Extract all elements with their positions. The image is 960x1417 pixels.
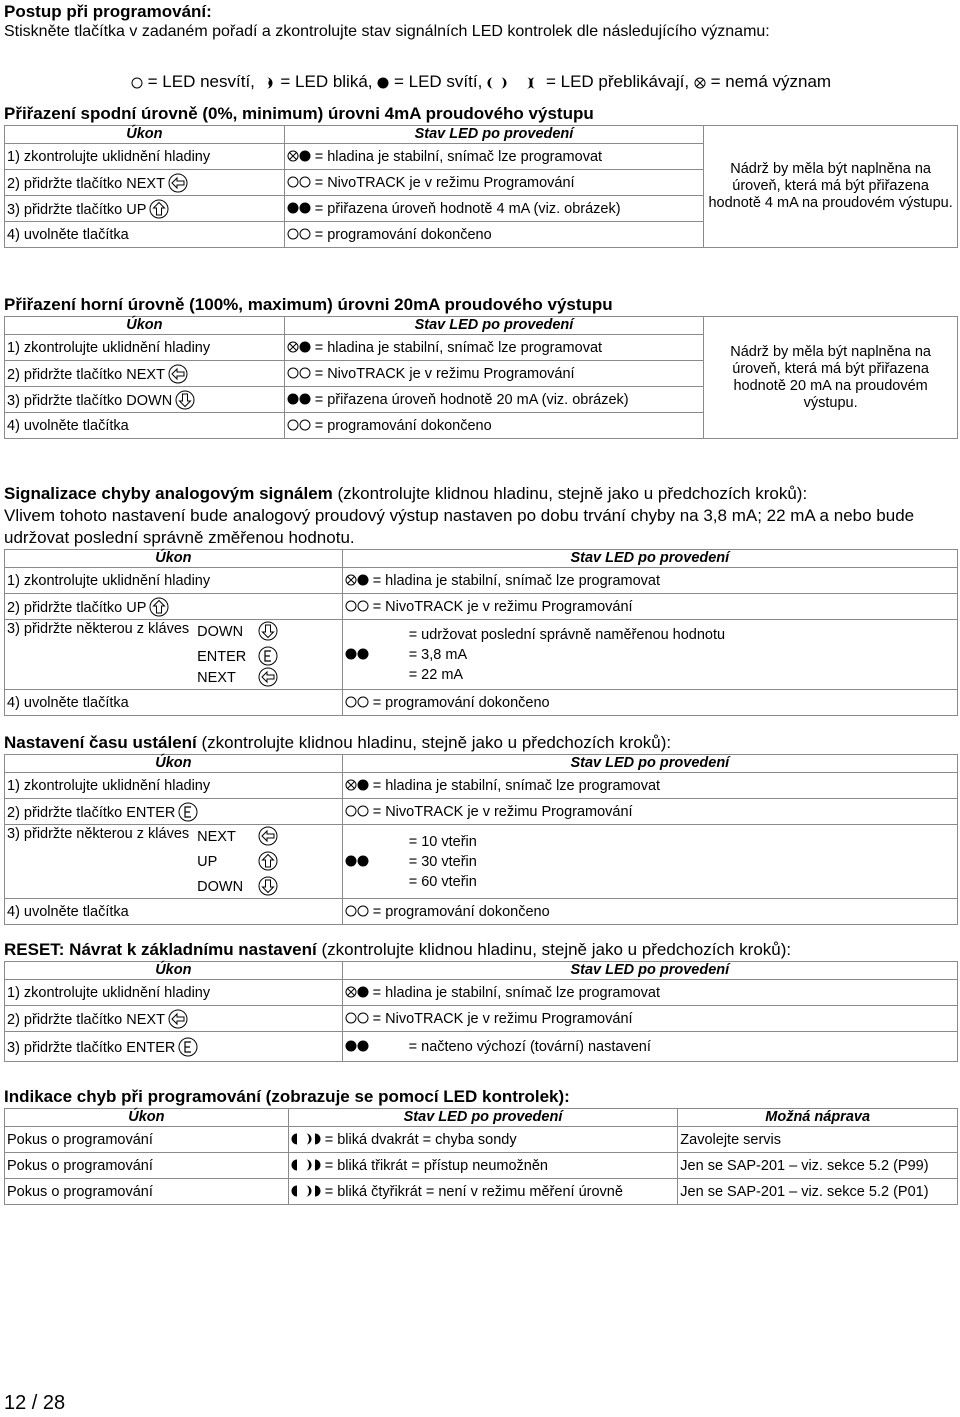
table-row-action: 4) uvolněte tlačítka xyxy=(5,413,285,439)
table-row-fix: Zavolejte servis xyxy=(678,1127,958,1153)
led-irrelevant-icon xyxy=(287,150,299,162)
led-irrelevant-icon xyxy=(694,77,706,89)
table-row-state: = bliká dvakrát = chyba sondy xyxy=(288,1127,678,1153)
col-action: Úkon xyxy=(5,317,285,335)
led-off-icon xyxy=(287,176,299,188)
led-off-icon xyxy=(287,228,299,240)
led-off-icon xyxy=(357,1012,369,1024)
led-irrelevant-icon xyxy=(345,574,357,586)
table-row-action: 3) přidržte některou z kláves DOWN ENTER NEXT xyxy=(5,620,343,690)
next-button-icon xyxy=(168,364,188,384)
table-row-action: 1) zkontrolujte uklidnění hladiny xyxy=(5,773,343,799)
section1-title: Přiřazení spodní úrovně (0%, minimum) úrovni 4mA proudového výstupu xyxy=(4,104,594,123)
led-legend xyxy=(4,71,958,93)
led-on-icon xyxy=(299,341,311,353)
table-row-action: 3) přidržte tlačítko ENTER xyxy=(5,1032,343,1062)
led-alternate-icon xyxy=(309,1133,321,1145)
legend-blink-label: = LED bliká, xyxy=(280,72,373,91)
table-row-state: = přiřazena úroveň hodnotě 4 mA (viz. obrázek) xyxy=(284,196,704,222)
led-on-icon xyxy=(357,779,369,791)
col-state: Stav LED po provedení xyxy=(284,126,704,144)
table-row-state: = načteno výchozí (tovární) nastavení xyxy=(342,1032,957,1062)
section4-title: Nastavení času ustálení (zkontrolujte klidnou hladinu, stejně jako u předchozích kroků): xyxy=(4,733,672,752)
led-on-icon xyxy=(377,77,389,89)
led-off-icon xyxy=(345,1012,357,1024)
section2-table xyxy=(4,316,958,439)
led-off-icon xyxy=(357,805,369,817)
table-row-state: = NivoTRACK je v režimu Programování xyxy=(342,799,957,825)
section3-title: Signalizace chyby analogovým signálem (zkontrolujte klidnou hladinu, stejně jako u předchozích kroků): xyxy=(4,484,808,503)
key-next-label: NEXT xyxy=(197,829,236,845)
table-row-state: = NivoTRACK je v režimu Programování xyxy=(284,361,704,387)
led-on-icon xyxy=(299,393,311,405)
table-row-action: 2) přidržte tlačítko NEXT xyxy=(5,1006,343,1032)
table-row-state: = programování dokončeno xyxy=(342,690,957,716)
enter-button-icon xyxy=(258,646,278,666)
led-off-icon xyxy=(345,905,357,917)
next-button-icon xyxy=(168,1009,188,1029)
table-row-state: = udržovat poslední správně naměřenou hodnotu = 3,8 mA = 22 mA xyxy=(342,620,957,690)
up-button-icon xyxy=(258,851,278,871)
table-row-action: 2) přidržte tlačítko NEXT xyxy=(5,361,285,387)
section3-text: Vlivem tohoto nastavení bude analogový proudový výstup nastaven po dobu trvání chyby na 3,8 mA; 22 mA a nebo bude udržovat poslední správně změřenou hodnotu. xyxy=(4,506,915,547)
section2-note: Nádrž by měla být naplněna na úroveň, která má být přiřazena hodnotě 20 mA na proudovém výstupu. xyxy=(704,317,958,439)
key-down-label: DOWN xyxy=(197,879,244,895)
led-off-icon xyxy=(131,77,143,89)
led-on-icon xyxy=(345,1040,357,1052)
enter-button-icon xyxy=(178,802,198,822)
legend-irrelevant-label: = nemá význam xyxy=(710,72,832,91)
down-button-icon xyxy=(175,390,195,410)
led-off-icon xyxy=(357,696,369,708)
next-button-icon xyxy=(168,173,188,193)
table-row-state: = hladina je stabilní, snímač lze programovat xyxy=(342,773,957,799)
page-number: 12 / 28 xyxy=(4,1392,66,1414)
led-off-icon xyxy=(287,367,299,379)
up-button-icon xyxy=(149,199,169,219)
down-button-icon xyxy=(258,876,278,896)
table-row-action: 3) přidržte některou z kláves NEXT UP DOWN xyxy=(5,825,343,899)
led-on-icon xyxy=(345,855,357,867)
table-row-state: = hladina je stabilní, snímač lze programovat xyxy=(342,980,957,1006)
led-alternate-icon xyxy=(309,1185,321,1197)
led-on-icon xyxy=(287,202,299,214)
key-next-label: NEXT xyxy=(197,670,236,686)
col-action: Úkon xyxy=(5,755,343,773)
table-row-action: 3) přidržte tlačítko UP xyxy=(5,196,285,222)
legend-alternate-label: = LED přeblikávají, xyxy=(545,72,690,91)
col-action: Úkon xyxy=(5,550,343,568)
down-button-icon xyxy=(258,621,278,641)
led-irrelevant-icon xyxy=(287,341,299,353)
section5-title: RESET: Návrat k základnímu nastavení (zkontrolujte klidnou hladinu, stejně jako u předchozích kroků): xyxy=(4,940,792,959)
col-state: Stav LED po provedení xyxy=(342,755,957,773)
led-on-icon xyxy=(287,393,299,405)
col-action: Úkon xyxy=(5,962,343,980)
table-row-action: 3) přidržte tlačítko DOWN xyxy=(5,387,285,413)
table-row-state: = bliká čtyřikrát = není v režimu měření úrovně xyxy=(288,1179,678,1205)
led-irrelevant-icon xyxy=(345,779,357,791)
table-row-state: = hladina je stabilní, snímač lze programovat xyxy=(284,335,704,361)
led-off-icon xyxy=(357,905,369,917)
section1-table xyxy=(4,125,958,248)
intro-heading: Postup při programování: xyxy=(4,2,212,21)
col-state: Stav LED po provedení xyxy=(342,962,957,980)
section4-table xyxy=(4,754,958,925)
col-state: Stav LED po provedení xyxy=(288,1109,678,1127)
table-row-action: Pokus o programování xyxy=(5,1127,289,1153)
table-row-action: 1) zkontrolujte uklidnění hladiny xyxy=(5,568,343,594)
led-off-icon xyxy=(287,419,299,431)
document-page xyxy=(4,0,958,1205)
col-fix: Možná náprava xyxy=(678,1109,958,1127)
legend-off-label: = LED nesvítí, xyxy=(147,72,255,91)
table-row-action: 1) zkontrolujte uklidnění hladiny xyxy=(5,144,285,170)
led-on-icon xyxy=(357,855,369,867)
led-off-icon xyxy=(299,228,311,240)
table-row-action: 1) zkontrolujte uklidnění hladiny xyxy=(5,335,285,361)
led-off-icon xyxy=(345,805,357,817)
table-row-action: Pokus o programování xyxy=(5,1179,289,1205)
table-row-action: 2) přidržte tlačítko NEXT xyxy=(5,170,285,196)
table-row-state: = NivoTRACK je v režimu Programování xyxy=(342,594,957,620)
table-row-action: 2) přidržte tlačítko UP xyxy=(5,594,343,620)
table-row-state: = 10 vteřin = 30 vteřin = 60 vteřin xyxy=(342,825,957,899)
legend-on-label: = LED svítí, xyxy=(393,72,483,91)
table-row-state: = bliká třikrát = přístup neumožněn xyxy=(288,1153,678,1179)
table-row-state: = NivoTRACK je v režimu Programování xyxy=(284,170,704,196)
led-on-icon xyxy=(299,202,311,214)
section6-title: Indikace chyb při programování (zobrazuje se pomocí LED kontrolek): xyxy=(4,1087,570,1106)
section1-note: Nádrž by měla být naplněna na úroveň, která má být přiřazena hodnotě 4 mA na proudovém výstupu. xyxy=(704,126,958,248)
table-row-action: 1) zkontrolujte uklidnění hladiny xyxy=(5,980,343,1006)
led-off-icon xyxy=(345,696,357,708)
table-row-state: = NivoTRACK je v režimu Programování xyxy=(342,1006,957,1032)
enter-button-icon xyxy=(178,1037,198,1057)
led-on-icon xyxy=(357,1040,369,1052)
table-row-action: 2) přidržte tlačítko ENTER xyxy=(5,799,343,825)
led-on-icon xyxy=(357,648,369,660)
led-off-icon xyxy=(345,600,357,612)
section2-title: Přiřazení horní úrovně (100%, maximum) úrovni 20mA proudového výstupu xyxy=(4,295,613,314)
intro-text: Stiskněte tlačítka v zadaném pořadí a zkontrolujte stav signálních LED kontrolek dle následujícího významu: xyxy=(4,23,770,40)
table-row-action: 4) uvolněte tlačítka xyxy=(5,899,343,925)
table-row-fix: Jen se SAP-201 – viz. sekce 5.2 (P99) xyxy=(678,1153,958,1179)
table-row-action: 4) uvolněte tlačítka xyxy=(5,222,285,248)
led-on-icon xyxy=(299,150,311,162)
led-irrelevant-icon xyxy=(345,986,357,998)
led-on-icon xyxy=(357,574,369,586)
section6-table xyxy=(4,1108,958,1205)
section5-table xyxy=(4,961,958,1062)
key-enter-label: ENTER xyxy=(197,649,247,665)
led-on-icon xyxy=(357,986,369,998)
section3-table xyxy=(4,549,958,716)
key-down-label: DOWN xyxy=(197,624,244,640)
led-alternate-icon-d xyxy=(529,77,541,89)
led-off-icon xyxy=(357,600,369,612)
led-off-icon xyxy=(299,176,311,188)
led-alternate-icon-b xyxy=(495,77,507,89)
col-state: Stav LED po provedení xyxy=(342,550,957,568)
next-button-icon xyxy=(258,826,278,846)
table-row-state: = programování dokončeno xyxy=(284,222,704,248)
key-up-label: UP xyxy=(197,854,218,870)
table-row-state: = hladina je stabilní, snímač lze programovat xyxy=(342,568,957,594)
col-state: Stav LED po provedení xyxy=(284,317,704,335)
col-action: Úkon xyxy=(5,126,285,144)
led-off-icon xyxy=(299,367,311,379)
table-row-action: 4) uvolněte tlačítka xyxy=(5,690,343,716)
table-row-state: = hladina je stabilní, snímač lze programovat xyxy=(284,144,704,170)
table-row-state: = přiřazena úroveň hodnotě 20 mA (viz. obrázek) xyxy=(284,387,704,413)
led-off-icon xyxy=(299,419,311,431)
led-on-icon xyxy=(345,648,357,660)
col-action: Úkon xyxy=(5,1109,289,1127)
up-button-icon xyxy=(149,597,169,617)
table-row-action: Pokus o programování xyxy=(5,1153,289,1179)
led-blink-icon xyxy=(268,77,276,89)
led-alternate-icon xyxy=(309,1159,321,1171)
next-button-icon xyxy=(258,667,278,687)
table-row-fix: Jen se SAP-201 – viz. sekce 5.2 (P01) xyxy=(678,1179,958,1205)
table-row-state: = programování dokončeno xyxy=(342,899,957,925)
table-row-state: = programování dokončeno xyxy=(284,413,704,439)
